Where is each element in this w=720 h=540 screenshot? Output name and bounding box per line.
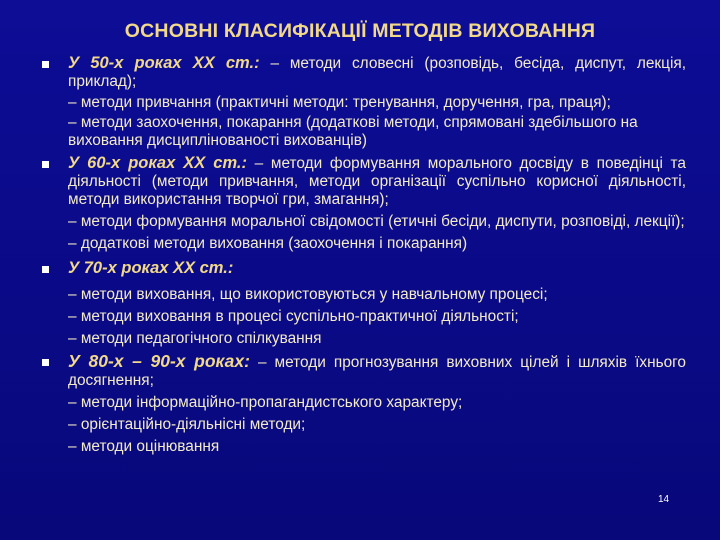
method-line: – методи формування моральної свідомості (етичні бесіди, диспути, розповіді, лекції);: [68, 213, 685, 230]
method-line: – орієнтаційно-діяльнісні методи;: [68, 416, 306, 433]
method-line: – додаткові методи виховання (заохочення і покарання): [68, 235, 468, 252]
list-item-50s: [36, 54, 686, 150]
period-label: У 80-х – 90-х роках:: [68, 351, 250, 371]
list-item-80s-90s: [36, 352, 686, 456]
bullet-square-icon: [42, 359, 49, 366]
list-item-70s: [36, 259, 686, 348]
bullet-square-icon: [42, 266, 49, 273]
slide-title: ОСНОВНІ КЛАСИФІКАЦІЇ МЕТОДІВ ВИХОВАННЯ: [124, 20, 596, 42]
method-line: – методи оцінювання: [68, 438, 220, 455]
classification-list: [36, 54, 686, 456]
method-line: – методи привчання (практичні методи: тренування, доручення, гра, праця);: [68, 94, 611, 111]
method-line: – методи формування морального досвіду в поведінці та діяльності (методи привчання, методи організації суспільно корисної діяльності, методи використання творчої гри, змагання);: [68, 155, 686, 208]
period-label: У 50-х роках ХХ ст.:: [68, 54, 260, 72]
method-line: – методи заохочення, покарання (додаткові методи, спрямовані здебільшого на виховання дисциплінованості вихованців): [68, 114, 638, 149]
list-item-60s: [36, 154, 686, 253]
method-line: – методи виховання в процесі суспільно-практичної діяльності;: [68, 308, 519, 325]
method-line: – методи інформаційно-пропагандистського характеру;: [68, 394, 463, 411]
method-line: – методи словесні (розповідь, бесіда, диспут, лекція, приклад);: [68, 55, 686, 90]
page-number: 14: [658, 494, 670, 505]
method-line: – методи прогнозування виховних цілей і шляхів їхнього досягнення;: [68, 354, 686, 389]
bullet-square-icon: [42, 61, 49, 68]
method-line: – методи виховання, що використовуються у навчальному процесі;: [68, 286, 548, 303]
period-label: У 60-х роках ХХ ст.:: [68, 154, 247, 172]
period-label: У 70-х роках ХХ ст.:: [68, 259, 234, 277]
bullet-square-icon: [42, 161, 49, 168]
method-line: – методи педагогічного спілкування: [68, 330, 322, 347]
